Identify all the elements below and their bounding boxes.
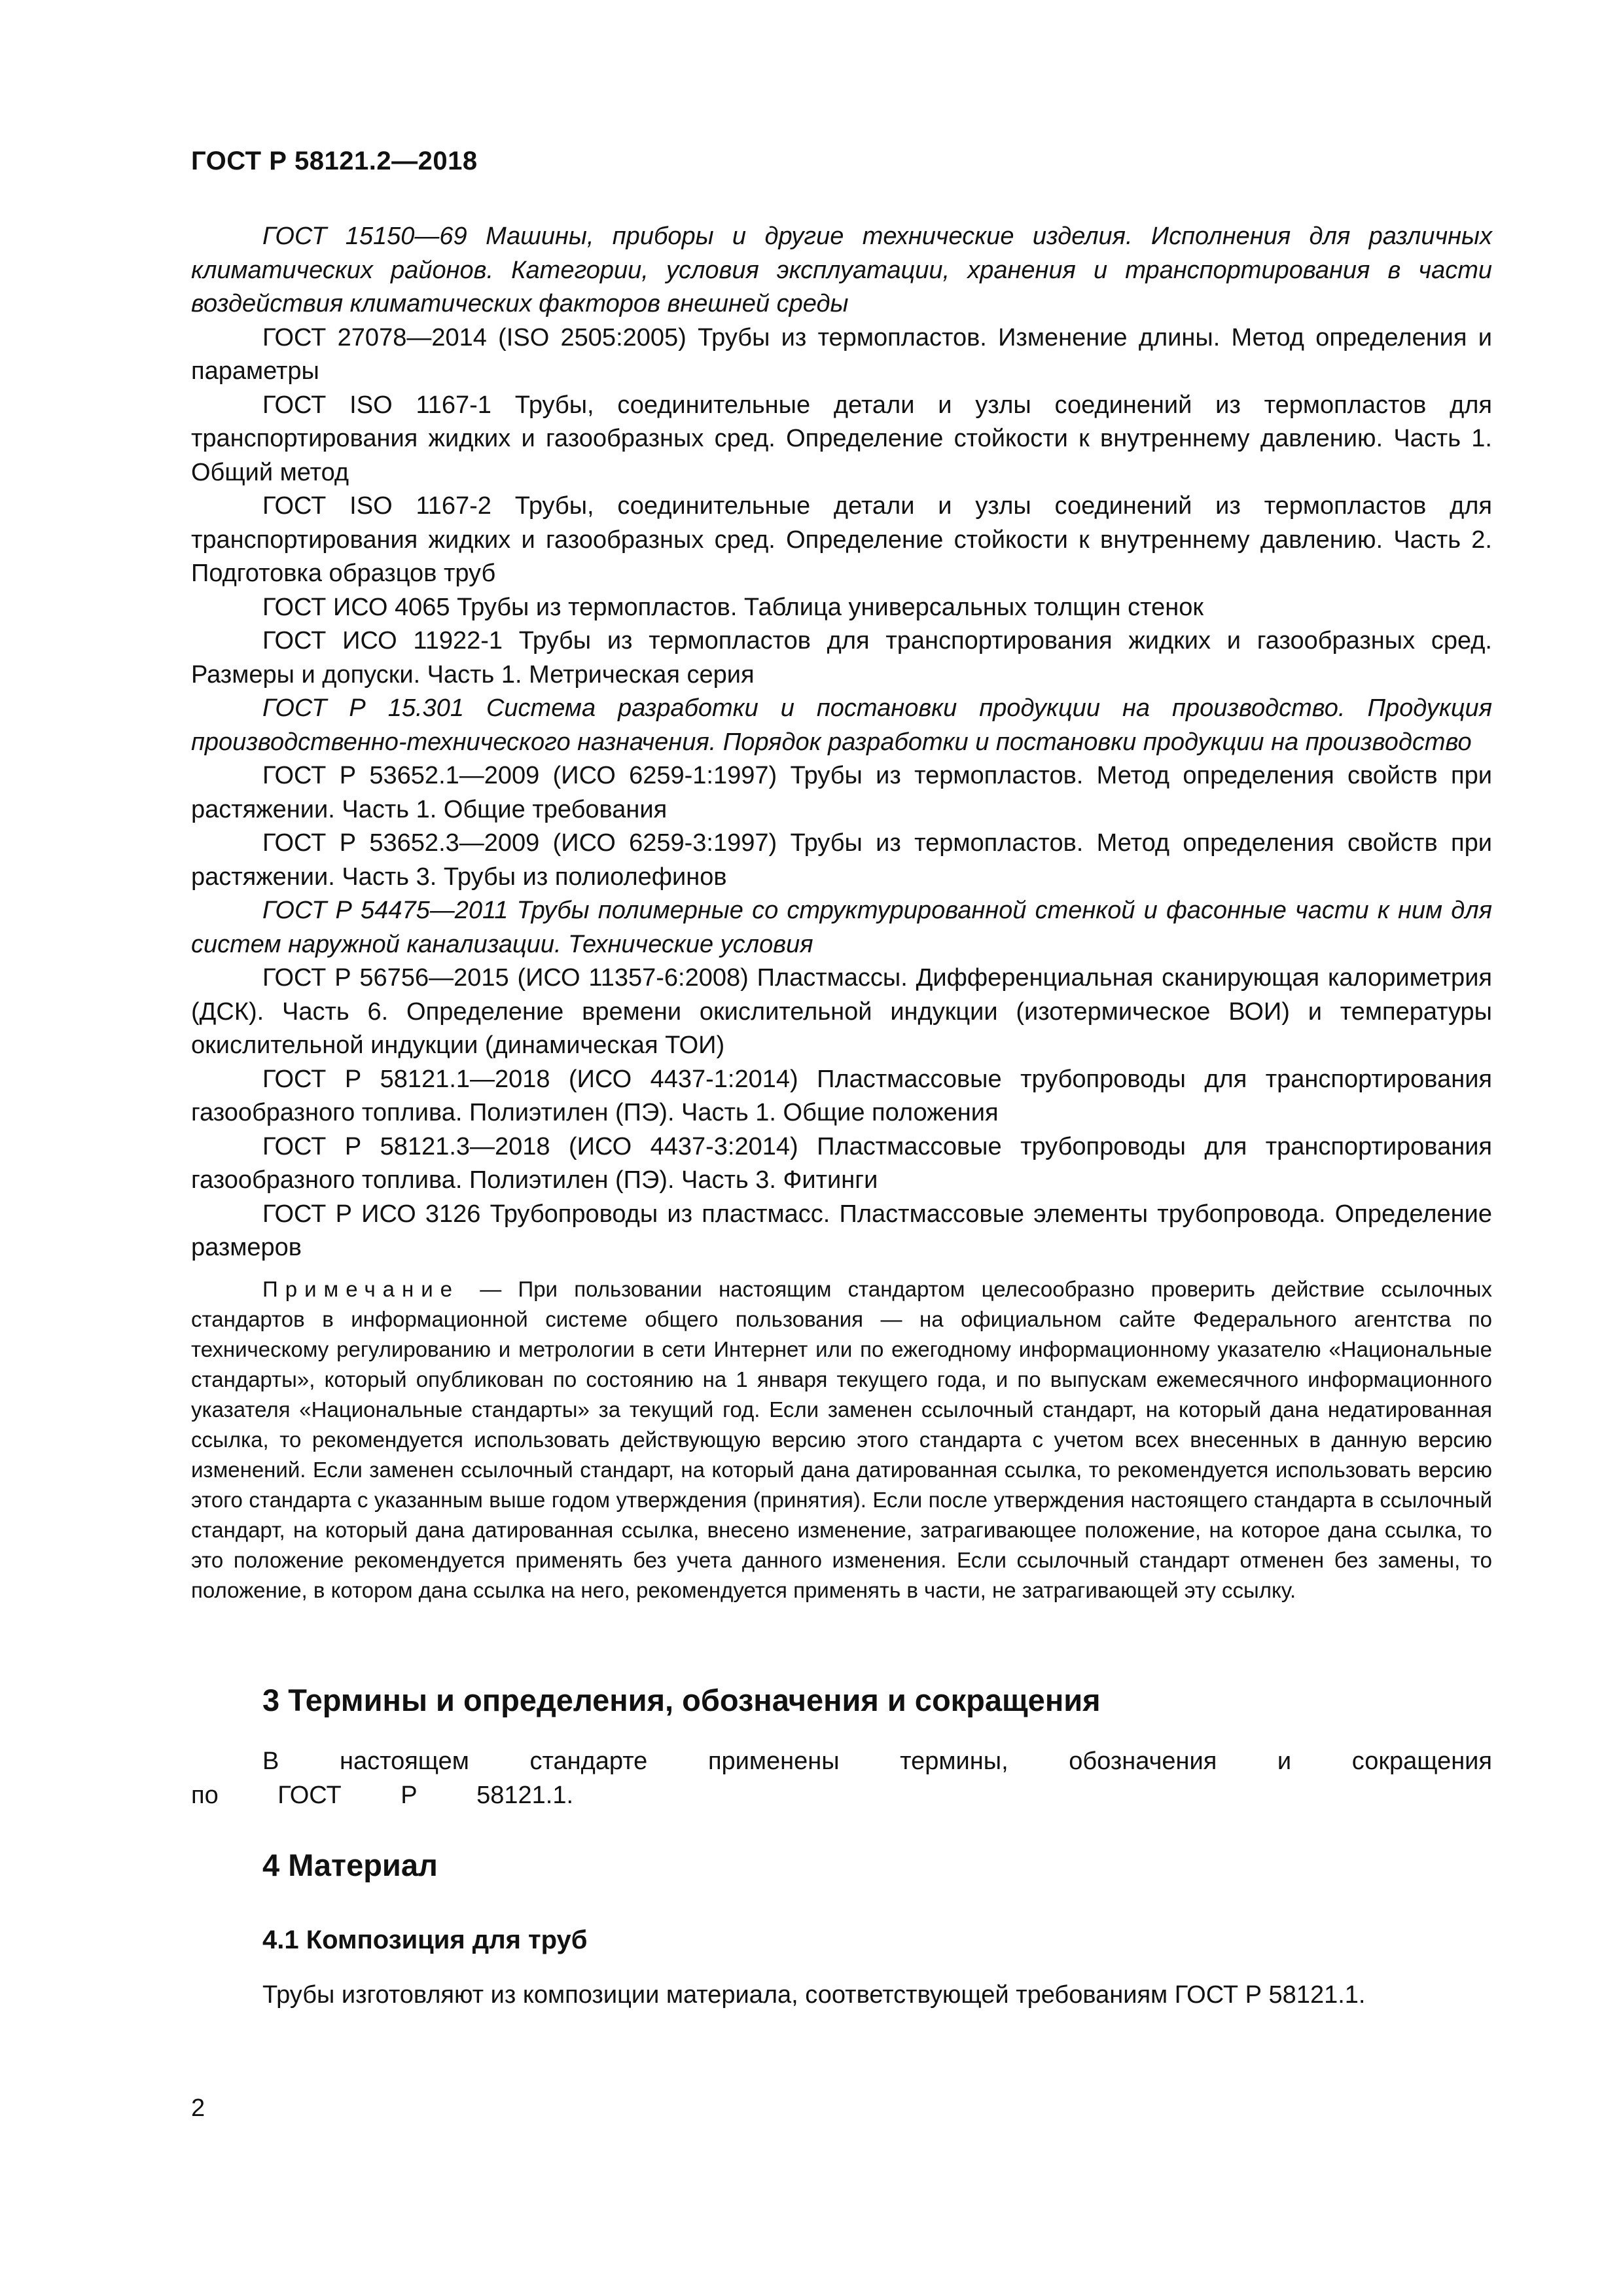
section-3-heading: 3 Термины и определения, обозначения и сокращения [262,1683,1101,1717]
reference-item: ГОСТ Р 53652.3—2009 (ИСО 6259-3:1997) Трубы из термопластов. Метод определения свойств при растяжении. Часть 3. Трубы из полиолефинов [191,829,1492,891]
reference-item: ГОСТ Р 53652.1—2009 (ИСО 6259-1:1997) Трубы из термопластов. Метод определения свойств при растяжении. Часть 1. Общие требования [191,762,1492,823]
reference-item: ГОСТ ИСО 4065 Трубы из термопластов. Таблица универсальных толщин стенок [262,593,1204,621]
reference-item: ГОСТ Р 56756—2015 (ИСО 11357-6:2008) Пластмассы. Дифференциальная сканирующая калориметрия (ДСК). Часть 6. Определение времени окислительной индукции (изотермическое ВОИ) и температуры окислительной индукции (динамическая ТОИ) [191,964,1492,1059]
normative-references-list [191,220,1492,1265]
reference-item: ГОСТ Р ИСО 3126 Трубопроводы из пластмасс. Пластмассовые элементы трубопровода. Определение размеров [191,1200,1492,1261]
reference-item: ГОСТ 27078—2014 (ISO 2505:2005) Трубы из термопластов. Изменение длины. Метод определения и параметры [191,323,1492,385]
subsection-4-1-heading: 4.1 Композиция для труб [262,1926,588,1954]
note-text: — При пользовании настоящим стандартом целесообразно проверить действие ссылочных стандартов в информационной системе общего пользования — на официальном сайте Федерального агентства по техническому регулированию и метрологии в сети Интернет или по ежегодному информационному указателю «Национальные стандарты», который опубликован по состоянию на 1 января текущего года, и по выпускам ежемесячного информационного указателя «Национальные стандарты» за текущий год. Если заменен ссылочный стандарт, на который дана недатированная ссылка, то рекомендуется использовать действующую версию этого стандарта с учетом всех внесенных в данную версию изменений. Если заменен ссылочный стандарт, на который дана датированная ссылка, то рекомендуется использовать версию этого стандарта с указанным выше годом утверждения (принятия). Если после утверждения настоящего стандарта в ссылочный стандарт, на который дана датированная ссылка, внесено изменение, затрагивающее положение, на которое дана ссылка, то это положение рекомендуется применять без учета данного изменения. Если ссылочный стандарт отменен без замены, то положение, в котором дана ссылка на него, рекомендуется применять в части, не затрагивающей эту ссылку. [191,1277,1493,1602]
reference-item: ГОСТ ИСО 11922-1 Трубы из термопластов для транспортирования жидких и газообразных сред. Размеры и допуски. Часть 1. Метрическая серия [191,627,1492,689]
reference-item: ГОСТ 15150—69 Машины, приборы и другие технические изделия. Исполнения для различных климатических районов. Категории, условия эксплуатации, хранения и транспортирования в части воздействия климатических факторов внешней среды [191,223,1492,317]
running-header: ГОСТ Р 58121.2—2018 [191,147,478,175]
note-paragraph [191,1274,1492,1605]
subsection-4-1-text: Трубы изготовляют из композиции материала, соответствующей требованиям ГОСТ Р 58121.1. [262,1981,1366,2009]
reference-item: ГОСТ Р 15.301 Система разработки и постановки продукции на производство. Продукция производственно-технического назначения. Порядок разработки и постановки продукции на производство [191,694,1492,756]
reference-item: ГОСТ Р 54475—2011 Трубы полимерные со структурированной стенкой и фасонные части к ним для систем наружной канализации. Технические условия [191,897,1492,958]
page-number: 2 [191,2094,205,2122]
section-4-heading: 4 Материал [262,1848,438,1882]
reference-item: ГОСТ Р 58121.1—2018 (ИСО 4437-1:2014) Пластмассовые трубопроводы для транспортирования газообразного топлива. Полиэтилен (ПЭ). Часть 1. Общие положения [191,1065,1492,1126]
section-3-text: В настоящем стандарте применены термины, обозначения и сокращения по ГОСТ Р 58121.1. [191,1748,1492,1809]
reference-item: ГОСТ Р 58121.3—2018 (ИСО 4437-3:2014) Пластмассовые трубопроводы для транспортирования газообразного топлива. Полиэтилен (ПЭ). Часть 3. Фитинги [191,1132,1492,1194]
reference-item: ГОСТ ISO 1167-1 Трубы, соединительные детали и узлы соединений из термопластов для транспортирования жидких и газообразных сред. Определение стойкости к внутреннему давлению. Часть 1. Общий метод [191,391,1492,486]
note-label: Примечание [262,1277,460,1301]
reference-item: ГОСТ ISO 1167-2 Трубы, соединительные детали и узлы соединений из термопластов для транспортирования жидких и газообразных сред. Определение стойкости к внутреннему давлению. Часть 2. Подготовка образцов труб [191,492,1492,587]
